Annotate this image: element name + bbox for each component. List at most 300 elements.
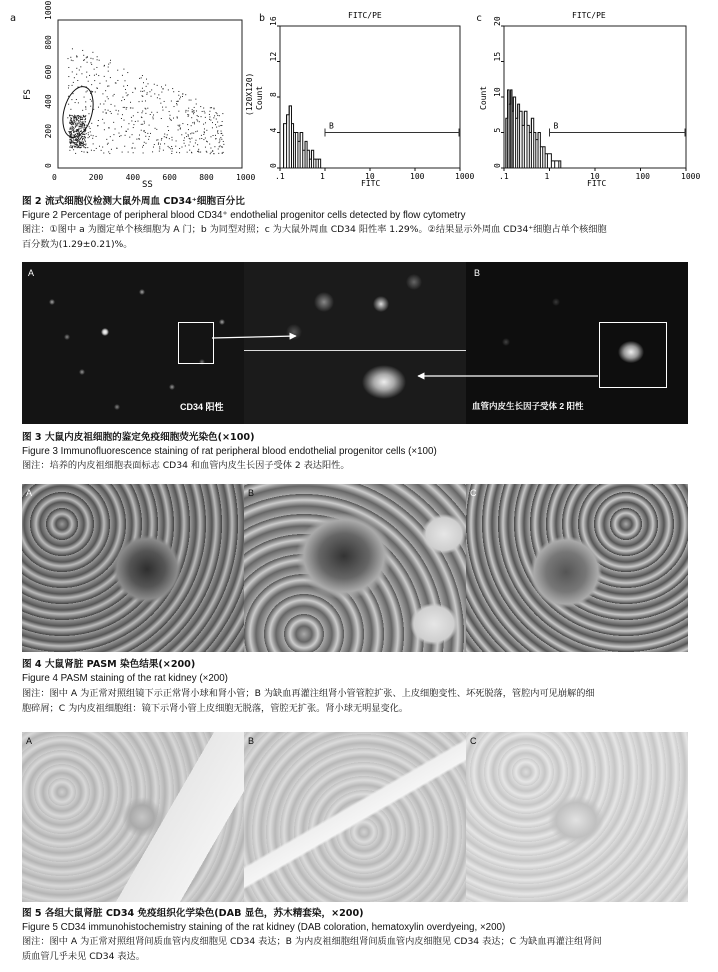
figure5-caption-en: Figure 5 CD34 immunohistochemistry staining of the rat kidney (DAB coloration, hematoxylin overdyeing, ×200)	[22, 922, 506, 933]
scatter-point	[222, 113, 223, 114]
scatter-point	[172, 139, 173, 140]
scatter-point	[196, 119, 197, 120]
scatter-point	[96, 136, 97, 137]
scatter-point	[144, 142, 145, 143]
scatter-point	[71, 118, 72, 119]
scatter-point	[74, 77, 75, 78]
scatter-point	[159, 146, 160, 147]
scatter-point	[182, 96, 183, 97]
scatter-point	[204, 112, 205, 113]
scatter-point	[220, 125, 221, 126]
scatter-point	[102, 93, 103, 94]
figure3-label-vegfr2: 血管内皮生长因子受体 2 阳性	[472, 401, 584, 411]
scatter-point	[116, 148, 117, 149]
scatter-point	[77, 123, 78, 124]
scatter-point	[72, 85, 73, 86]
scatter-point	[145, 136, 146, 137]
scatter-point	[150, 114, 151, 115]
scatter-point	[221, 146, 222, 147]
scatter-point	[81, 151, 82, 152]
scatter-point	[205, 122, 206, 123]
scatter-point	[159, 98, 160, 99]
plot-a-ytick-label: 800	[44, 35, 53, 50]
plot-a-ylabel: FS	[23, 89, 33, 100]
plot-a-xtick-label: 800	[199, 173, 214, 182]
scatter-point	[93, 143, 94, 144]
scatter-point	[126, 131, 127, 132]
scatter-point	[143, 131, 144, 132]
scatter-point	[171, 120, 172, 121]
scatter-point	[69, 133, 70, 134]
scatter-point	[124, 107, 125, 108]
scatter-point	[223, 141, 224, 142]
scatter-point	[187, 114, 188, 115]
scatter-point	[178, 101, 179, 102]
scatter-point	[158, 142, 159, 143]
scatter-point	[91, 91, 92, 92]
scatter-point	[84, 144, 85, 145]
scatter-point	[221, 125, 222, 126]
scatter-point	[145, 143, 146, 144]
scatter-point	[74, 142, 75, 143]
scatter-point	[125, 135, 126, 136]
figure2-panel-c-letter: c	[476, 13, 483, 24]
scatter-point	[123, 69, 124, 70]
scatter-point	[193, 113, 194, 114]
scatter-point	[216, 127, 217, 128]
scatter-point	[148, 139, 149, 140]
scatter-point	[138, 138, 139, 139]
scatter-point	[79, 128, 80, 129]
scatter-point	[91, 84, 92, 85]
scatter-point	[137, 112, 138, 113]
scatter-point	[94, 80, 95, 81]
scatter-point	[85, 147, 86, 148]
scatter-point	[213, 135, 214, 136]
scatter-point	[74, 136, 75, 137]
scatter-point	[136, 139, 137, 140]
scatter-point	[190, 100, 191, 101]
scatter-point	[169, 118, 170, 119]
plot-a-xtick-label: 400	[125, 173, 141, 182]
scatter-point	[188, 134, 189, 135]
scatter-point	[161, 139, 162, 140]
scatter-point	[111, 149, 112, 150]
scatter-point	[71, 121, 72, 122]
scatter-point	[147, 133, 148, 134]
scatter-point	[86, 77, 87, 78]
scatter-point	[146, 86, 147, 87]
scatter-point	[114, 94, 115, 95]
scatter-point	[77, 141, 78, 142]
scatter-point	[80, 123, 81, 124]
scatter-point	[158, 94, 159, 95]
plot-a-ytick-label: 400	[44, 94, 53, 109]
scatter-point	[145, 132, 146, 133]
scatter-point	[142, 124, 143, 125]
scatter-point	[191, 152, 192, 153]
scatter-point	[81, 124, 82, 125]
scatter-point	[102, 119, 103, 120]
scatter-point	[177, 104, 178, 105]
scatter-point	[157, 112, 158, 113]
scatter-point	[144, 90, 145, 91]
scatter-point	[133, 127, 134, 128]
scatter-point	[73, 134, 74, 135]
scatter-point	[185, 94, 186, 95]
scatter-point	[81, 145, 82, 146]
scatter-point	[156, 140, 157, 141]
scatter-point	[170, 148, 171, 149]
scatter-point	[97, 56, 98, 57]
scatter-point	[91, 135, 92, 136]
scatter-point	[123, 86, 124, 87]
scatter-point	[74, 146, 75, 147]
scatter-point	[212, 151, 213, 152]
scatter-point	[180, 127, 181, 128]
scatter-point	[110, 111, 111, 112]
scatter-point	[69, 123, 70, 124]
scatter-point	[223, 152, 224, 153]
scatter-point	[218, 148, 219, 149]
scatter-point	[190, 141, 191, 142]
scatter-point	[117, 80, 118, 81]
scatter-plot-a	[20, 0, 256, 190]
scatter-point	[196, 110, 197, 111]
scatter-point	[125, 89, 126, 90]
scatter-point	[178, 125, 179, 126]
scatter-point	[105, 90, 106, 91]
scatter-point	[194, 112, 195, 113]
figure2-note-line2: 百分数为(1.29±0.21)%。	[22, 239, 133, 250]
scatter-point	[172, 88, 173, 89]
scatter-point	[164, 101, 165, 102]
histogram-b	[245, 8, 475, 190]
scatter-point	[220, 137, 221, 138]
scatter-point	[79, 133, 80, 134]
scatter-point	[84, 126, 85, 127]
scatter-point	[106, 112, 107, 113]
scatter-point	[70, 132, 71, 133]
scatter-point	[80, 121, 81, 122]
scatter-point	[209, 114, 210, 115]
scatter-point	[75, 115, 76, 116]
scatter-point	[80, 147, 81, 148]
scatter-point	[82, 140, 83, 141]
scatter-point	[77, 139, 78, 140]
scatter-point	[76, 99, 77, 100]
scatter-point	[82, 110, 83, 111]
scatter-point	[85, 118, 86, 119]
scatter-point	[179, 148, 180, 149]
scatter-point	[203, 124, 204, 125]
scatter-point	[88, 113, 89, 114]
scatter-point	[84, 134, 85, 135]
scatter-point	[201, 138, 202, 139]
scatter-point	[77, 147, 78, 148]
scatter-point	[218, 133, 219, 134]
scatter-point	[108, 64, 109, 65]
figure4-caption-en: Figure 4 PASM staining of the rat kidney (×200)	[22, 673, 228, 684]
scatter-point	[76, 138, 77, 139]
scatter-point	[83, 60, 84, 61]
scatter-point	[179, 98, 180, 99]
scatter-point	[145, 113, 146, 114]
plot-a-yticks	[44, 1, 53, 168]
scatter-point	[87, 147, 88, 148]
scatter-point	[186, 136, 187, 137]
scatter-point	[142, 147, 143, 148]
scatter-point	[83, 129, 84, 130]
scatter-point	[74, 143, 75, 144]
scatter-point	[117, 114, 118, 115]
scatter-point	[87, 57, 88, 58]
scatter-point	[171, 146, 172, 147]
figure4-panel-a-letter: A	[26, 488, 33, 498]
scatter-point	[131, 120, 132, 121]
scatter-point	[171, 151, 172, 152]
scatter-point	[221, 133, 222, 134]
scatter-point	[69, 141, 70, 142]
scatter-point	[71, 134, 72, 135]
scatter-point	[219, 115, 220, 116]
scatter-point	[207, 141, 208, 142]
scatter-point	[160, 103, 161, 104]
scatter-point	[213, 108, 214, 109]
plot-a-xticks	[52, 173, 255, 182]
scatter-point	[78, 117, 79, 118]
scatter-point	[191, 138, 192, 139]
plot-a-ytick-label: 1000	[44, 0, 53, 20]
scatter-point	[220, 145, 221, 146]
scatter-point	[80, 116, 81, 117]
plot-b-side-label: (120X120)	[245, 72, 254, 116]
scatter-point	[82, 117, 83, 118]
figure4-panel-b-letter: B	[248, 488, 255, 498]
figure2-caption-en: Figure 2 Percentage of peripheral blood CD34⁺ endothelial progenitor cells detected by flow cytometry	[22, 210, 466, 221]
scatter-point	[171, 101, 172, 102]
scatter-point	[79, 136, 80, 137]
scatter-point	[84, 97, 85, 98]
scatter-point	[106, 139, 107, 140]
scatter-point	[76, 56, 77, 57]
scatter-point	[164, 134, 165, 135]
scatter-point	[68, 67, 69, 68]
figure4-panel-a	[22, 484, 244, 652]
scatter-point	[219, 139, 220, 140]
scatter-point	[141, 130, 142, 131]
scatter-point	[142, 88, 143, 89]
scatter-point	[192, 133, 193, 134]
scatter-point	[135, 88, 136, 89]
plot-b-gate	[325, 122, 460, 137]
figure5-panel-c	[466, 732, 688, 902]
scatter-point	[77, 124, 78, 125]
scatter-point	[106, 80, 107, 81]
figure4-note-line2: 胞碎屑；C 为内皮祖细胞组：镜下示肾小管上皮细胞无脱落，管腔无扩张。肾小球无明显变化。	[22, 703, 409, 714]
scatter-point	[171, 137, 172, 138]
scatter-point	[178, 95, 179, 96]
scatter-point	[84, 136, 85, 137]
scatter-point	[109, 153, 110, 154]
scatter-point	[86, 91, 87, 92]
scatter-point	[108, 143, 109, 144]
scatter-point	[159, 148, 160, 149]
scatter-point	[131, 117, 132, 118]
scatter-point	[140, 91, 141, 92]
scatter-point	[118, 110, 119, 111]
scatter-point	[80, 120, 81, 121]
scatter-point	[78, 118, 79, 119]
scatter-point	[116, 110, 117, 111]
scatter-point	[206, 152, 207, 153]
scatter-point	[139, 78, 140, 79]
scatter-point	[84, 124, 85, 125]
scatter-point	[143, 152, 144, 153]
scatter-point	[70, 139, 71, 140]
scatter-point	[214, 153, 215, 154]
scatter-point	[196, 103, 197, 104]
figure5-panel-a	[22, 732, 244, 902]
scatter-point	[128, 123, 129, 124]
scatter-point	[216, 112, 217, 113]
scatter-point	[216, 119, 217, 120]
scatter-point	[110, 60, 111, 61]
scatter-point	[117, 70, 118, 71]
scatter-point	[190, 139, 191, 140]
ytick-label: 4	[269, 127, 278, 133]
scatter-point	[154, 84, 155, 85]
scatter-point	[217, 131, 218, 132]
arrow-to-zoom	[212, 336, 296, 338]
scatter-point	[68, 76, 69, 77]
scatter-point	[72, 128, 73, 129]
scatter-point	[219, 141, 220, 142]
scatter-point	[109, 127, 110, 128]
scatter-point	[205, 138, 206, 139]
scatter-point	[184, 143, 185, 144]
figure5-caption-cn: 图 5 各组大鼠肾脏 CD34 免疫组织化学染色(DAB 显色，苏木精套染，×200)	[22, 908, 364, 919]
scatter-point	[213, 117, 214, 118]
scatter-point	[89, 136, 90, 137]
figure3-note: 图注：培养的内皮祖细胞表面标志 CD34 和血管内皮生长因子受体 2 表达阳性。	[22, 460, 350, 471]
scatter-point	[149, 136, 150, 137]
scatter-point	[79, 139, 80, 140]
scatter-point	[132, 148, 133, 149]
scatter-point	[128, 152, 129, 153]
scatter-point	[79, 141, 80, 142]
scatter-point	[81, 116, 82, 117]
scatter-point	[82, 50, 83, 51]
figure3-caption-cn: 图 3 大鼠内皮祖细胞的鉴定免疫细胞荧光染色(×100)	[22, 432, 255, 443]
scatter-point	[74, 122, 75, 123]
scatter-point	[133, 124, 134, 125]
scatter-point	[183, 140, 184, 141]
scatter-point	[104, 76, 105, 77]
scatter-point	[161, 118, 162, 119]
scatter-point	[78, 146, 79, 147]
scatter-point	[79, 147, 80, 148]
scatter-point	[190, 133, 191, 134]
scatter-point	[98, 120, 99, 121]
scatter-point	[210, 107, 211, 108]
scatter-point	[77, 133, 78, 134]
scatter-point	[77, 123, 78, 124]
scatter-point	[75, 117, 76, 118]
scatter-point	[126, 109, 127, 110]
gate-label: B	[553, 121, 559, 131]
ytick-label: 0	[269, 163, 278, 168]
scatter-point	[111, 104, 112, 105]
scatter-point	[210, 148, 211, 149]
scatter-point	[77, 130, 78, 131]
scatter-point	[205, 147, 206, 148]
scatter-point	[200, 152, 201, 153]
figure4-note	[22, 686, 712, 716]
scatter-point	[179, 125, 180, 126]
scatter-point	[179, 152, 180, 153]
scatter-point	[139, 135, 140, 136]
xtick-label: 10	[590, 172, 600, 181]
plot-c-ylabel: Count	[479, 85, 488, 110]
scatter-point	[172, 148, 173, 149]
xtick-label: 100	[635, 172, 650, 181]
scatter-point	[167, 134, 168, 135]
scatter-point	[193, 133, 194, 134]
scatter-point	[104, 66, 105, 67]
scatter-point	[111, 113, 112, 114]
scatter-point	[99, 83, 100, 84]
scatter-point	[84, 140, 85, 141]
scatter-point	[103, 104, 104, 105]
scatter-point	[69, 115, 70, 116]
scatter-point	[122, 114, 123, 115]
scatter-point	[189, 138, 190, 139]
scatter-point	[191, 117, 192, 118]
scatter-point	[164, 143, 165, 144]
scatter-point	[90, 99, 91, 100]
scatter-point	[137, 121, 138, 122]
scatter-point	[217, 122, 218, 123]
scatter-point	[147, 108, 148, 109]
plot-a-xtick-label: 600	[162, 173, 177, 182]
scatter-point	[146, 79, 147, 80]
scatter-point	[115, 82, 116, 83]
scatter-point	[198, 116, 199, 117]
scatter-point	[194, 107, 195, 108]
scatter-point	[91, 150, 92, 151]
scatter-point	[143, 82, 144, 83]
figure5-panel-b	[244, 732, 466, 902]
scatter-point	[85, 121, 86, 122]
scatter-point	[221, 139, 222, 140]
scatter-point	[108, 67, 109, 68]
scatter-point	[79, 132, 80, 133]
scatter-point	[152, 151, 153, 152]
scatter-point	[176, 103, 177, 104]
scatter-point	[149, 91, 150, 92]
scatter-point	[162, 88, 163, 89]
plot-b-ylabel: Count	[255, 85, 264, 110]
scatter-point	[173, 118, 174, 119]
figure5-panel-b-letter: B	[248, 736, 255, 746]
scatter-point	[122, 75, 123, 76]
scatter-point	[132, 92, 133, 93]
scatter-point	[120, 135, 121, 136]
scatter-point	[94, 75, 95, 76]
scatter-point	[198, 152, 199, 153]
scatter-point	[71, 123, 72, 124]
